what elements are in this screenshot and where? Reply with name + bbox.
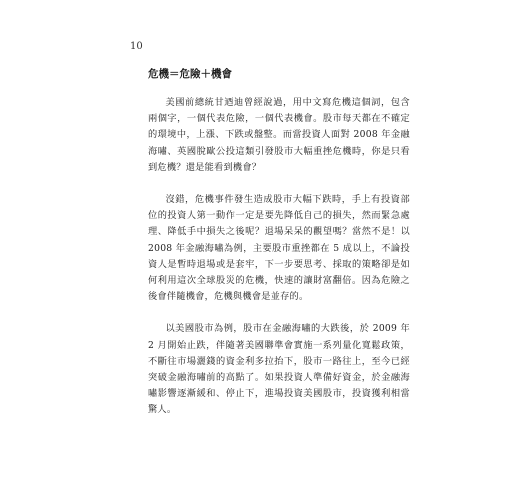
paragraph-1: 美國前總統甘迺迪曾經說過，用中文寫危機這個詞，包含兩個字，一個代表危險，一個代表機會。股市每天都在不確定的環境中，上漲、下跌或盤整。而當投資人面對 2008 年金融海嘯、英國脫歐公投這類引發股市大幅重挫危機時，你是只看到危機？還是能看到機會？ [148, 97, 410, 173]
page-number: 10 [130, 41, 143, 52]
paragraph-3: 以美國股市為例，股市在金融海嘯的大跌後，於 2009 年 2 月開始止跌，伴隨著美國聯準會實施一系列量化寬鬆政策，不斷往市場灑錢的資金利多拉抬下，股市一路往上，至今已經突破金融海嘯前的高點了。如果投資人準備好資金，於金融海嘯影響逐漸緩和、停止下，進場投資美國股市，投資獲利相當驚人。 [148, 323, 410, 416]
page-content [148, 67, 410, 435]
paragraph-2: 沒錯，危機事件發生造成股市大幅下跌時，手上有投資部位的投資人第一動作一定是要先降低自己的損失，然而緊急處理、降低手中損失之後呢？退場呆呆的觀望嗎？當然不是！以 2008 年金融海嘯為例，主要股市重挫都在 5 成以上，不論投資人是暫時退場或是套牢，下一步要思考、採取的策略卻是如何利用這次全球股災的危機，快速的讓財富翻倍。因為危險之後會伴隨機會，危機與機會是並存的。 [148, 194, 410, 303]
section-heading: 危機＝危險＋機會 [148, 68, 232, 80]
